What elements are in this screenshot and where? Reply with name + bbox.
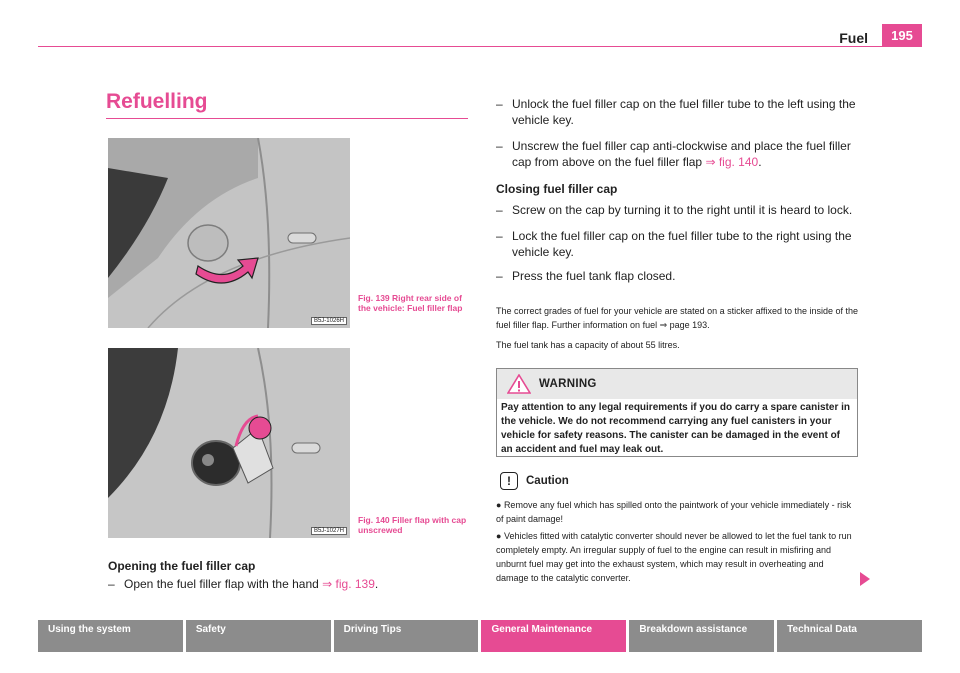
warning-triangle-icon — [507, 374, 531, 394]
page-number-badge: 195 — [882, 24, 922, 47]
next-page-arrow-icon[interactable] — [860, 572, 870, 586]
warning-header — [497, 369, 857, 399]
warning-title: WARNING — [539, 378, 597, 390]
closing-step-1: – Screw on the cap by turning it to the right until it is heard to lock. — [496, 203, 853, 217]
figure-code: B5J-1027H — [311, 527, 347, 535]
tab-general-maintenance[interactable]: General Maintenance — [481, 620, 626, 652]
header-divider — [38, 46, 922, 47]
warning-box — [496, 368, 858, 457]
tab-technical-data[interactable]: Technical Data — [777, 620, 922, 652]
tank-capacity-note: The fuel tank has a capacity of about 55 litres. — [496, 340, 680, 350]
figure-code: B5J-1026H — [311, 317, 347, 325]
car-rear-side-illustration — [108, 138, 350, 328]
opening-step-1: – Open the fuel filler flap with the hand ⇒ fig. 139. — [108, 577, 379, 591]
fig-140-link[interactable]: ⇒ fig. 140 — [705, 155, 759, 169]
closing-heading: Closing fuel filler cap — [496, 182, 618, 196]
figure-140-image — [108, 348, 350, 538]
fuel-grade-note: The correct grades of fuel for your vehicle are stated on a sticker affixed to the inside of the fuel filler flap. Further information on fuel ⇒ page 193. — [496, 306, 859, 330]
unlock-step: – Unlock the fuel filler cap on the fuel filler tube to the left using the vehicle key. — [496, 97, 856, 127]
closing-step-3: – Press the fuel tank flap closed. — [496, 269, 676, 283]
chapter-navigation — [38, 620, 922, 652]
caution-exclamation-icon: ! — [500, 472, 518, 490]
closing-step-2: – Lock the fuel filler cap on the fuel filler tube to the right using the vehicle key. — [496, 229, 852, 259]
header-section-title: Fuel — [839, 30, 868, 46]
caution-header — [500, 472, 569, 490]
tab-driving-tips[interactable]: Driving Tips — [334, 620, 479, 652]
unscrew-step: – Unscrew the fuel filler cap anti-clockwise and place the fuel filler cap from above on the fuel filler flap ⇒ fig. 140. — [496, 139, 851, 169]
caution-bullet-2: ● Vehicles fitted with catalytic converter should never be allowed to let the fuel tank to run completely empty. An irregular supply of fuel to the engine can result in misfiring and unburnt fuel may get into the exhaust system, which may result in overheating and damage to the catalytic converter. — [496, 531, 852, 583]
tab-breakdown-assistance[interactable]: Breakdown assistance — [629, 620, 774, 652]
page-title: Refuelling — [106, 90, 208, 113]
warning-text: Pay attention to any legal requirements if you do carry a spare canister in the vehicle. We do not recommend carrying any fuel canisters in your vehicle for safety reasons. The canister can be damaged in the event of an accident and fuel may leak out. — [501, 402, 850, 455]
caution-title: Caution — [526, 475, 569, 487]
figure-139-image — [108, 138, 350, 328]
fig-139-link[interactable]: ⇒ fig. 139 — [322, 577, 375, 591]
opening-heading: Opening the fuel filler cap — [108, 559, 256, 573]
caution-bullet-1: ● Remove any fuel which has spilled onto the paintwork of your vehicle immediately - risk of paint damage! — [496, 500, 852, 524]
figure-139-caption: Fig. 139 Right rear side of the vehicle: Fuel filler flap — [358, 293, 463, 313]
title-divider — [106, 118, 468, 119]
tab-safety[interactable]: Safety — [186, 620, 331, 652]
tab-using-the-system[interactable]: Using the system — [38, 620, 183, 652]
filler-cap-unscrewed-illustration — [108, 348, 350, 538]
figure-140-caption: Fig. 140 Filler flap with cap unscrewed — [358, 515, 467, 535]
